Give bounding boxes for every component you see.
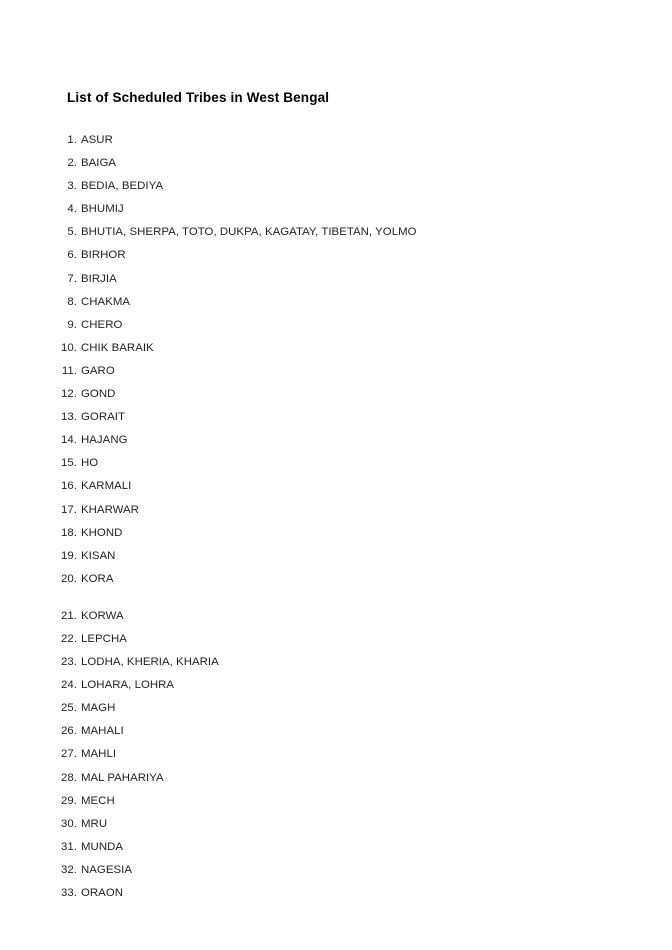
list-item-number: 23. [61, 656, 77, 669]
list-item-label: BEDIA, BEDIYA [81, 180, 164, 193]
list-item [0, 342, 672, 365]
list-item [0, 457, 672, 480]
list-item-label: KORWA [81, 609, 124, 622]
list-item [0, 573, 672, 596]
list-item-label: BHUMIJ [81, 203, 124, 216]
list-item-label: LODHA, KHERIA, KHARIA [81, 656, 219, 669]
list-item-number: 13. [61, 411, 77, 424]
list-item [0, 550, 672, 573]
list-item [0, 887, 672, 910]
list-item [0, 388, 672, 411]
list-item [0, 725, 672, 748]
list-item-label: MRU [81, 817, 108, 830]
list-item-label: ASUR [81, 134, 113, 146]
list-item-label: HAJANG [81, 434, 128, 447]
list-item [0, 656, 672, 679]
list-item-number: 2. [67, 157, 77, 170]
list-item-label: CHERO [81, 318, 123, 331]
list-item-number: 11. [61, 364, 77, 377]
list-item [0, 226, 672, 249]
list-item-number: 12. [61, 388, 77, 401]
list-item-number: 5. [67, 226, 77, 239]
list-item [0, 134, 672, 157]
list-item-number: 7. [67, 272, 77, 285]
list-item-number: 30. [61, 817, 77, 830]
list-item-number: 31. [61, 840, 77, 853]
list-item-label: BHUTIA, SHERPA, TOTO, DUKPA, KAGATAY, TIBETAN, YOLMO [81, 226, 417, 239]
list-item [0, 795, 672, 818]
list-item [0, 527, 672, 550]
list-item-label: KORA [81, 572, 114, 585]
list-item-number: 22. [61, 632, 77, 645]
list-item-number: 10. [61, 341, 77, 354]
list-item-label: MAHALI [81, 725, 124, 738]
list-item-number: 24. [61, 679, 77, 692]
list-item [0, 296, 672, 319]
list-item-number: 17. [61, 503, 77, 516]
list-item-number: 18. [61, 526, 77, 539]
list-item [0, 633, 672, 656]
list-item-label: NAGESIA [81, 863, 132, 876]
list-item-number: 32. [61, 863, 77, 876]
list-item [0, 679, 672, 702]
list-item-label: BIRJIA [81, 272, 117, 285]
list-item-label: KHARWAR [81, 503, 139, 516]
list-item-label: HO [81, 457, 99, 470]
list-item [0, 702, 672, 725]
list-item-label: KARMALI [81, 480, 132, 493]
list-item [0, 434, 672, 457]
list-item-label: CHAKMA [81, 295, 131, 308]
list-item-label: GOND [81, 388, 116, 401]
list-item [0, 319, 672, 342]
list-item-number: 6. [67, 249, 77, 262]
list-item-label: GARO [81, 364, 115, 377]
list-item-number: 9. [67, 318, 77, 331]
list-item-number: 20. [61, 572, 77, 585]
list-item-label: CHIK BARAIK [81, 341, 154, 354]
list-item-number: 16. [61, 480, 77, 493]
list-item [0, 365, 672, 388]
list-item-number: 1. [67, 134, 77, 146]
list-item-number: 26. [61, 725, 77, 738]
list-item-label: KISAN [81, 549, 116, 562]
list-item-number: 25. [61, 702, 77, 715]
list-item-label: BAIGA [81, 157, 117, 170]
list-item-label: MAHLI [81, 748, 117, 761]
list-item-number: 28. [61, 771, 77, 784]
list-item-number: 29. [61, 794, 77, 807]
list-item-number: 27. [61, 748, 77, 761]
page-title: List of Scheduled Tribes in West Bengal [67, 90, 330, 106]
list-item [0, 841, 672, 864]
list-item-label: ORAON [81, 887, 124, 899]
list-item [0, 772, 672, 795]
list-item-number: 14. [61, 434, 77, 447]
list-item-number: 8. [67, 295, 77, 308]
list-item [0, 610, 672, 633]
list-item-label: BIRHOR [81, 249, 126, 262]
list-item-number: 33. [61, 887, 77, 899]
list-item-label: KHOND [81, 526, 123, 539]
list-item [0, 504, 672, 527]
list-item-number: 3. [67, 180, 77, 193]
list-item [0, 818, 672, 841]
list-item-label: MUNDA [81, 840, 124, 853]
list-item [0, 273, 672, 296]
list-item [0, 480, 672, 503]
list-item [0, 411, 672, 434]
list-item-label: GORAIT [81, 411, 125, 424]
list-item-label: MAL PAHARIYA [81, 771, 164, 784]
list-item-label: MECH [81, 794, 115, 807]
list-item-number: 15. [61, 457, 77, 470]
list-item-label: LOHARA, LOHRA [81, 679, 175, 692]
list-item [0, 203, 672, 226]
list-item [0, 864, 672, 887]
list-item-number: 19. [61, 549, 77, 562]
scheduled-tribes-list [0, 134, 672, 910]
list-item [0, 180, 672, 203]
list-item-label: LEPCHA [81, 632, 127, 645]
list-item [0, 249, 672, 272]
list-item-number: 21. [61, 609, 77, 622]
list-item-number: 4. [67, 203, 77, 216]
list-item-label: MAGH [81, 702, 116, 715]
list-item [0, 748, 672, 771]
list-item [0, 157, 672, 180]
